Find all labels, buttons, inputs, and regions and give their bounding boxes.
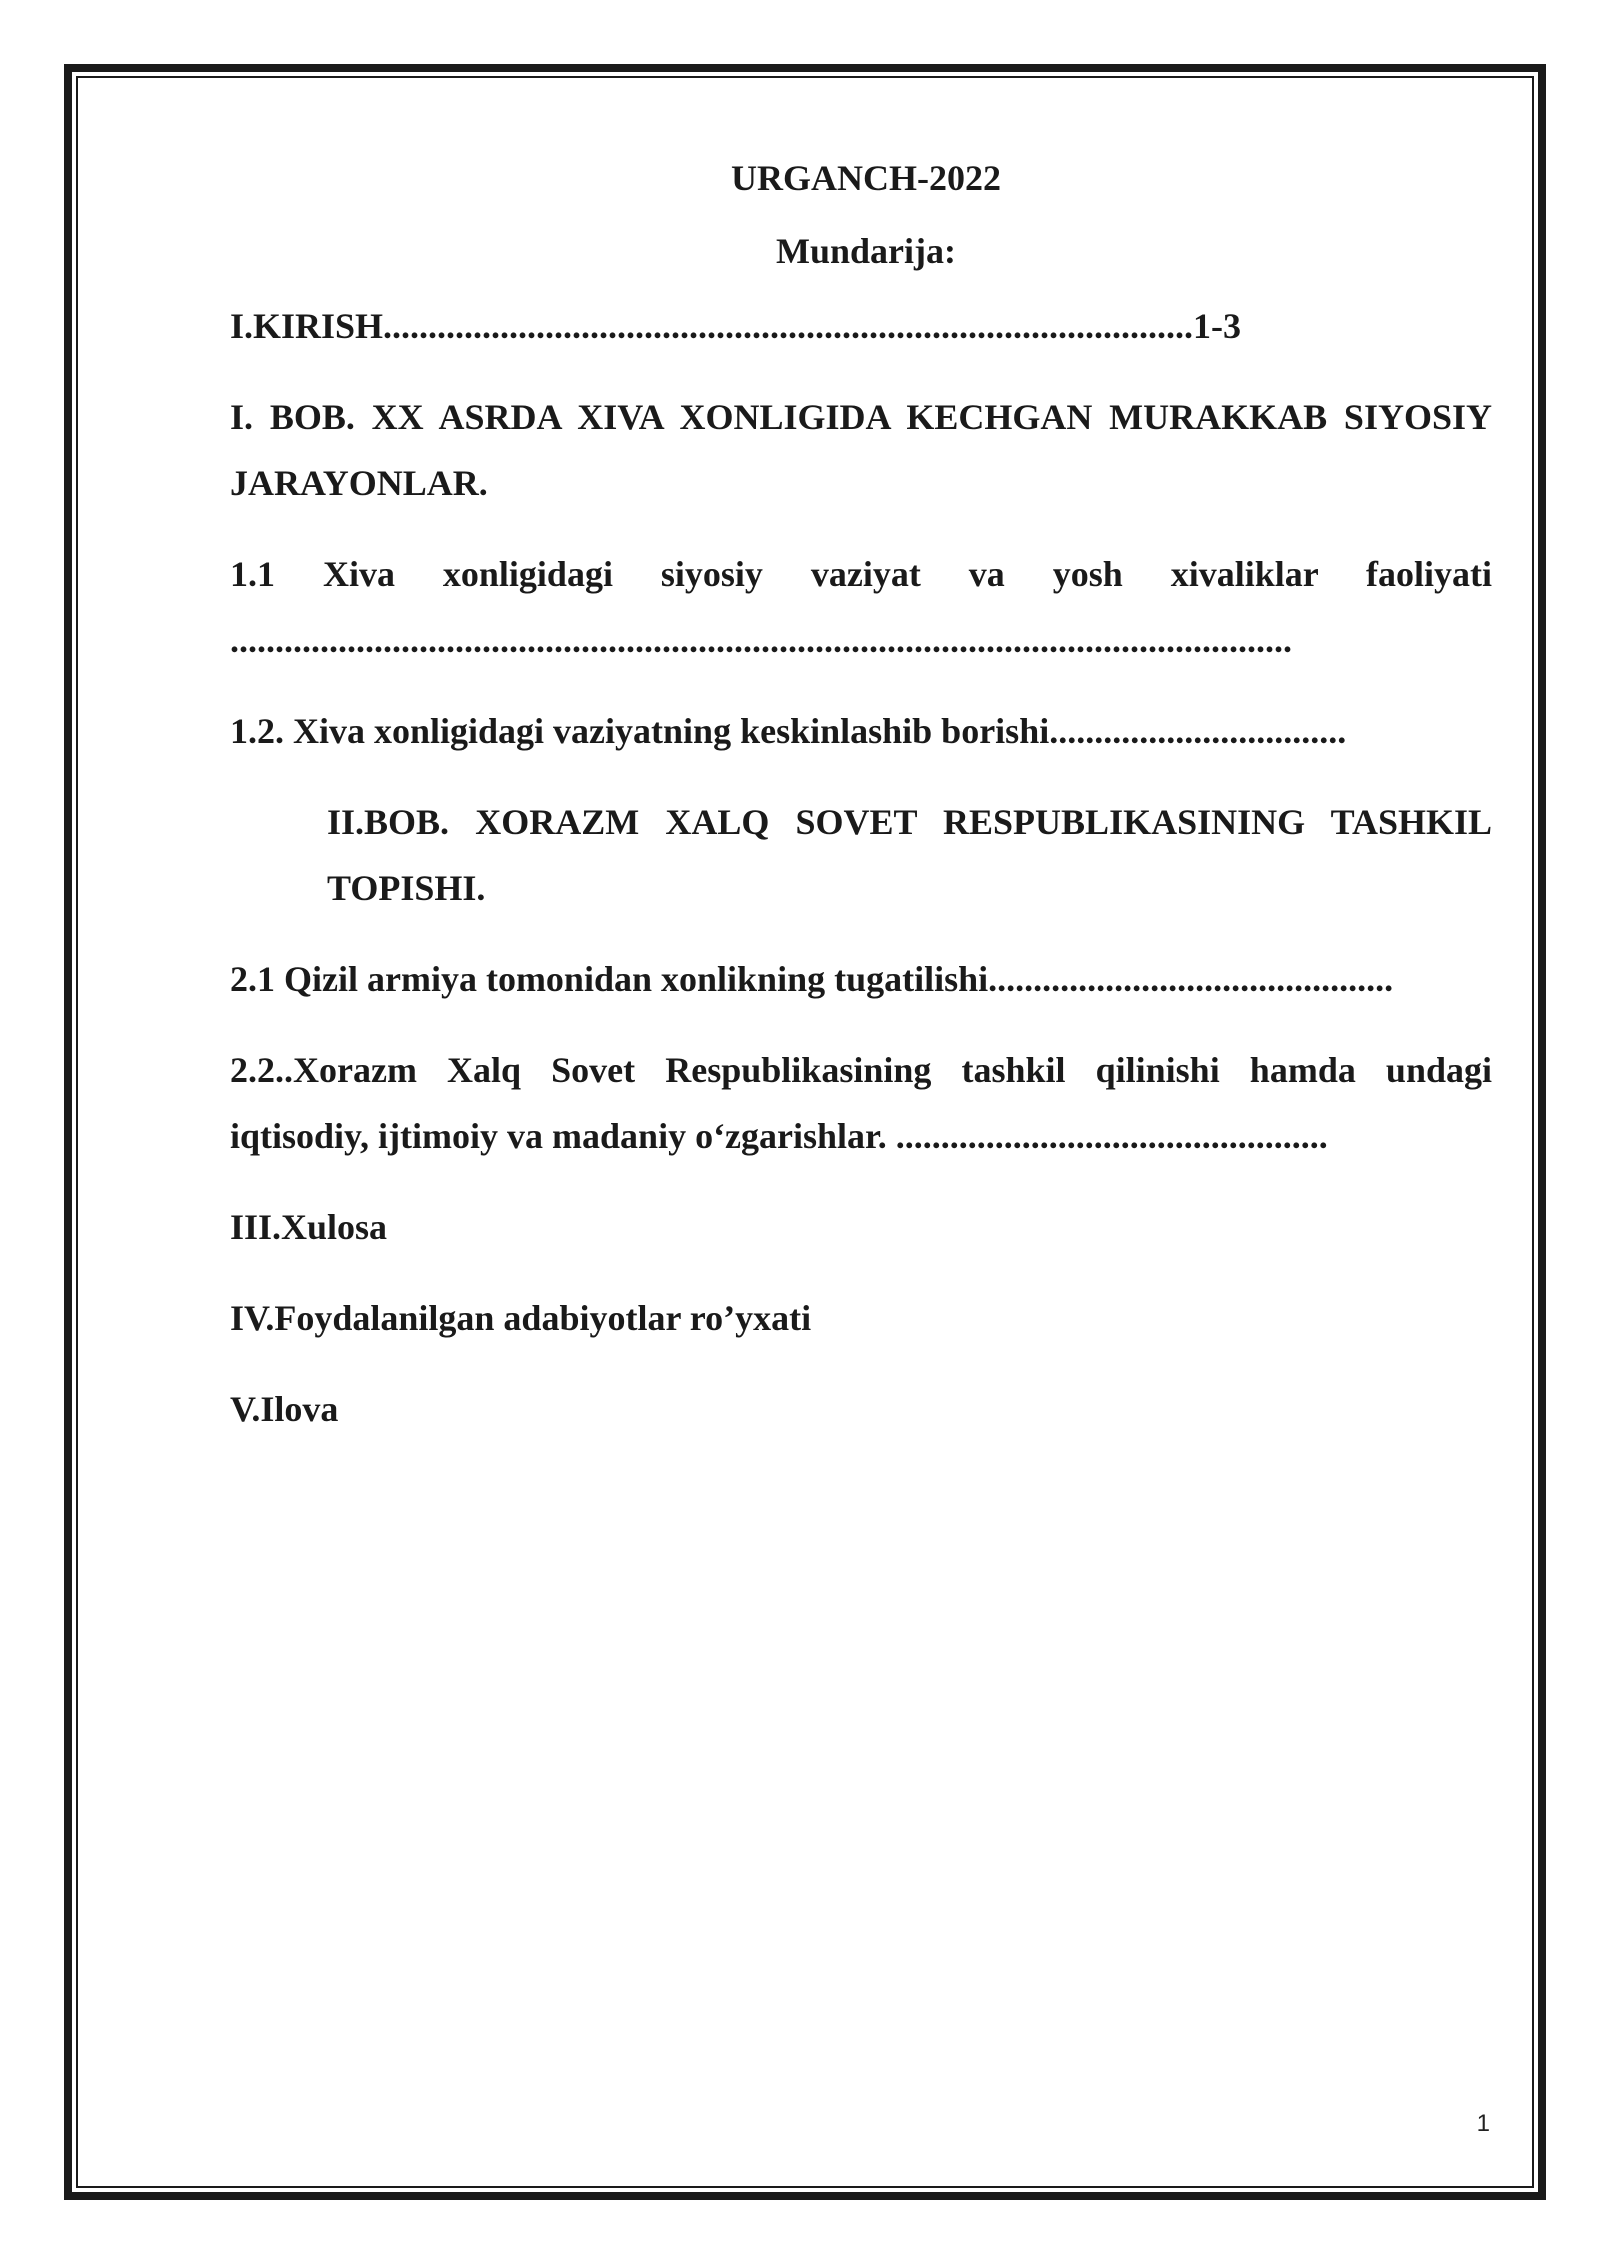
chapter-1-title-line-2: JARAYONLAR. <box>230 463 488 503</box>
city-year-title: URGANCH-2022 <box>731 158 1001 198</box>
chapter-1-title-line-1: I. BOB. XX ASRDA XIVA XONLIGIDA KECHGAN MURAKKAB SIYOSIY <box>230 397 1492 437</box>
toc-entry-chapter-2 <box>230 789 1492 921</box>
chapter-2-title-line-1: II.BOB. XORAZM XALQ SOVET RESPUBLIKASINING TASHKIL <box>327 802 1492 842</box>
toc-entry-references: IV.Foydalanilgan adabiyotlar ro’yxati <box>230 1298 812 1338</box>
section-2-2-title-line-1: 2.2..Xorazm Xalq Sovet Respublikasining tashkil qilinishi hamda undagi <box>230 1050 1492 1090</box>
toc-entry-section-1-1 <box>230 541 1492 673</box>
page-number: 1 <box>1476 2110 1490 2137</box>
toc-entry-section-2-1: 2.1 Qizil armiya tomonidan xonlikning tugatilishi............................................. <box>230 959 1394 999</box>
toc-entry-section-2-2 <box>230 1037 1492 1169</box>
toc-entry-chapter-1 <box>230 384 1492 516</box>
section-1-1-leader-dots: ...................................................................................................................... <box>230 620 1292 660</box>
toc-entry-conclusion: III.Xulosa <box>230 1207 388 1247</box>
toc-entry-section-1-2: 1.2. Xiva xonligidagi vaziyatning keskinlashib borishi................................. <box>230 711 1347 751</box>
chapter-2-title-line-2: TOPISHI. <box>327 868 486 908</box>
toc-title: Mundarija: <box>776 231 956 271</box>
toc-entry-appendix: V.Ilova <box>230 1389 339 1429</box>
document-body <box>230 148 1492 1442</box>
section-2-2-title-line-2: iqtisodiy, ijtimoiy va madaniy o‘zgarishlar. ................................................ <box>230 1116 1328 1156</box>
toc-entry-intro: I.KIRISH..........................................................................................1-3 <box>230 306 1242 346</box>
section-1-1-title: 1.1 Xiva xonligidagi siyosiy vaziyat va yosh xivaliklar faoliyati <box>230 554 1492 594</box>
